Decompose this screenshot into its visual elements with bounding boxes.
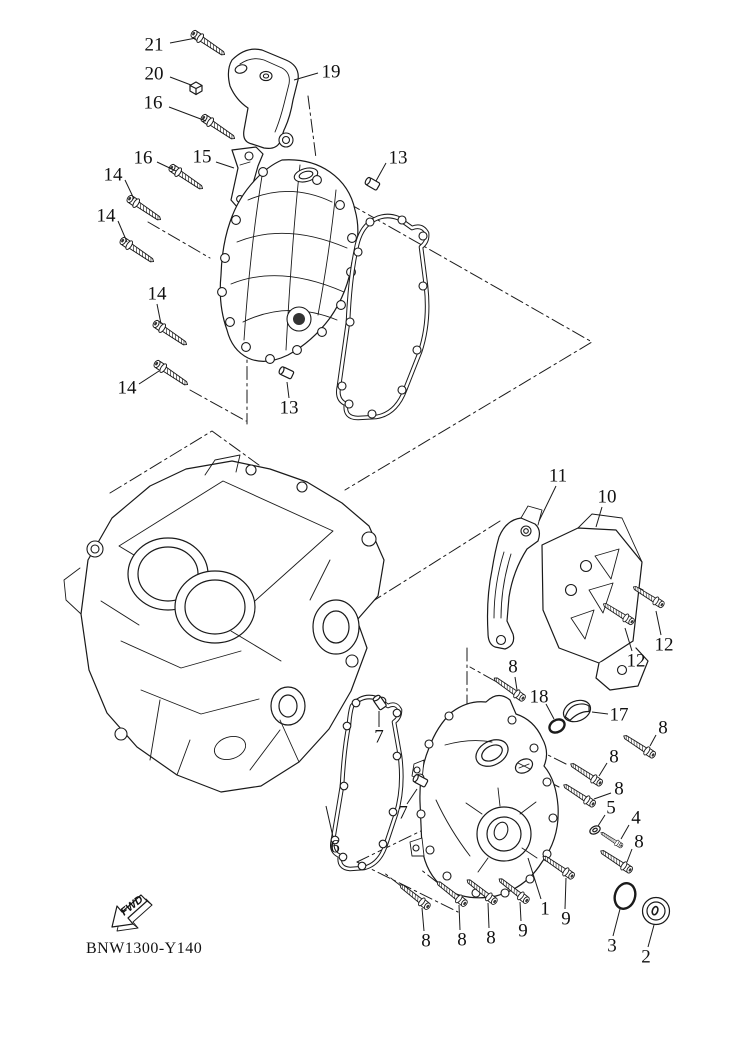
part-number-11: 11 xyxy=(548,465,568,487)
label-leader-line xyxy=(596,507,602,527)
part-number-14: 14 xyxy=(96,205,116,227)
generator-cover-1 xyxy=(410,695,558,897)
part-number-20: 20 xyxy=(144,63,164,85)
part-number-12: 12 xyxy=(654,634,674,656)
label-leader-line xyxy=(598,815,605,826)
part-number-9: 9 xyxy=(518,920,528,942)
label-leader-line xyxy=(422,908,424,931)
drawing-code: BNW1300-Y140 xyxy=(86,940,203,957)
bolt-9 xyxy=(540,853,576,881)
part-number-12: 12 xyxy=(626,650,646,672)
part-number-7: 7 xyxy=(374,726,384,748)
label-leader-line xyxy=(139,371,159,384)
bolt-14 xyxy=(125,193,163,223)
label-leader-line xyxy=(326,806,333,837)
part-number-13: 13 xyxy=(388,147,408,169)
part-number-16: 16 xyxy=(143,92,163,114)
part-number-3: 3 xyxy=(607,935,617,957)
o-ring-3 xyxy=(611,881,638,912)
cover-bracket-19 xyxy=(228,49,298,148)
stay-11 xyxy=(488,506,543,649)
part-number-14: 14 xyxy=(117,377,137,399)
label-leader-line xyxy=(539,486,556,521)
bolt-8 xyxy=(598,847,634,875)
bolt-14 xyxy=(118,235,156,265)
part-number-8: 8 xyxy=(614,778,624,800)
label-leader-line xyxy=(488,903,489,928)
label-leader-line xyxy=(621,825,629,839)
bolt-21 xyxy=(189,28,227,58)
engine-crankcase-block xyxy=(64,455,384,792)
fwd-direction-arrow xyxy=(112,893,152,931)
label-leader-line xyxy=(650,735,656,746)
part-number-6: 6 xyxy=(330,836,340,858)
label-leader-line xyxy=(613,909,620,936)
part-number-10: 10 xyxy=(597,486,617,508)
generator-cover-gasket-6 xyxy=(331,697,401,870)
part-number-18: 18 xyxy=(529,686,549,708)
label-leader-line xyxy=(216,162,234,168)
part-number-1: 1 xyxy=(540,898,550,920)
bolt-14 xyxy=(151,318,189,348)
dowel-pin-7 xyxy=(372,694,387,710)
label-leader-line xyxy=(515,677,517,690)
label-leader-line xyxy=(565,878,566,909)
part-number-15: 15 xyxy=(192,146,212,168)
bolt-16 xyxy=(199,112,237,142)
part-number-8: 8 xyxy=(658,717,668,739)
part-number-4: 4 xyxy=(631,807,641,829)
label-leader-line xyxy=(656,611,661,635)
plug-cap-2 xyxy=(642,898,669,925)
bolt-8 xyxy=(568,760,604,788)
part-number-14: 14 xyxy=(103,164,123,186)
o-ring-18 xyxy=(547,717,567,735)
part-number-9: 9 xyxy=(561,908,571,930)
bolt-8 xyxy=(621,732,657,760)
label-leader-line xyxy=(520,902,521,921)
part-number-8: 8 xyxy=(609,746,619,768)
washer-5 xyxy=(588,824,601,836)
part-number-7: 7 xyxy=(398,802,408,824)
part-number-8: 8 xyxy=(508,656,518,678)
part-number-8: 8 xyxy=(457,929,467,951)
label-leader-line xyxy=(169,107,206,121)
part-number-8: 8 xyxy=(486,927,496,949)
label-leader-line xyxy=(170,38,196,43)
label-leader-line xyxy=(648,925,654,947)
dowel-pin-13 xyxy=(278,366,294,379)
label-leader-line xyxy=(627,849,632,862)
bolt-14 xyxy=(152,358,190,388)
label-leader-line xyxy=(170,77,191,85)
label-leader-line xyxy=(592,712,608,714)
part-number-17: 17 xyxy=(609,704,629,726)
part-number-16: 16 xyxy=(133,147,153,169)
label-leader-line xyxy=(407,789,417,804)
part-number-19: 19 xyxy=(321,61,341,83)
label-leader-line xyxy=(287,382,289,398)
label-leader-line xyxy=(376,163,386,181)
bolt-8 xyxy=(561,781,597,809)
part-number-21: 21 xyxy=(144,34,164,56)
nut-20 xyxy=(190,82,202,95)
oil-filler-cap-17 xyxy=(560,696,593,725)
label-leader-line xyxy=(599,763,607,776)
part-number-13: 13 xyxy=(279,397,299,419)
part-number-8: 8 xyxy=(421,930,431,952)
part-number-2: 2 xyxy=(641,946,651,968)
bolt-4 xyxy=(599,830,624,849)
part-number-8: 8 xyxy=(634,831,644,853)
part-number-5: 5 xyxy=(606,797,616,819)
part-number-14: 14 xyxy=(147,283,167,305)
fwd-arrow-label: FWD xyxy=(118,893,146,919)
label-leader-line xyxy=(459,905,460,930)
